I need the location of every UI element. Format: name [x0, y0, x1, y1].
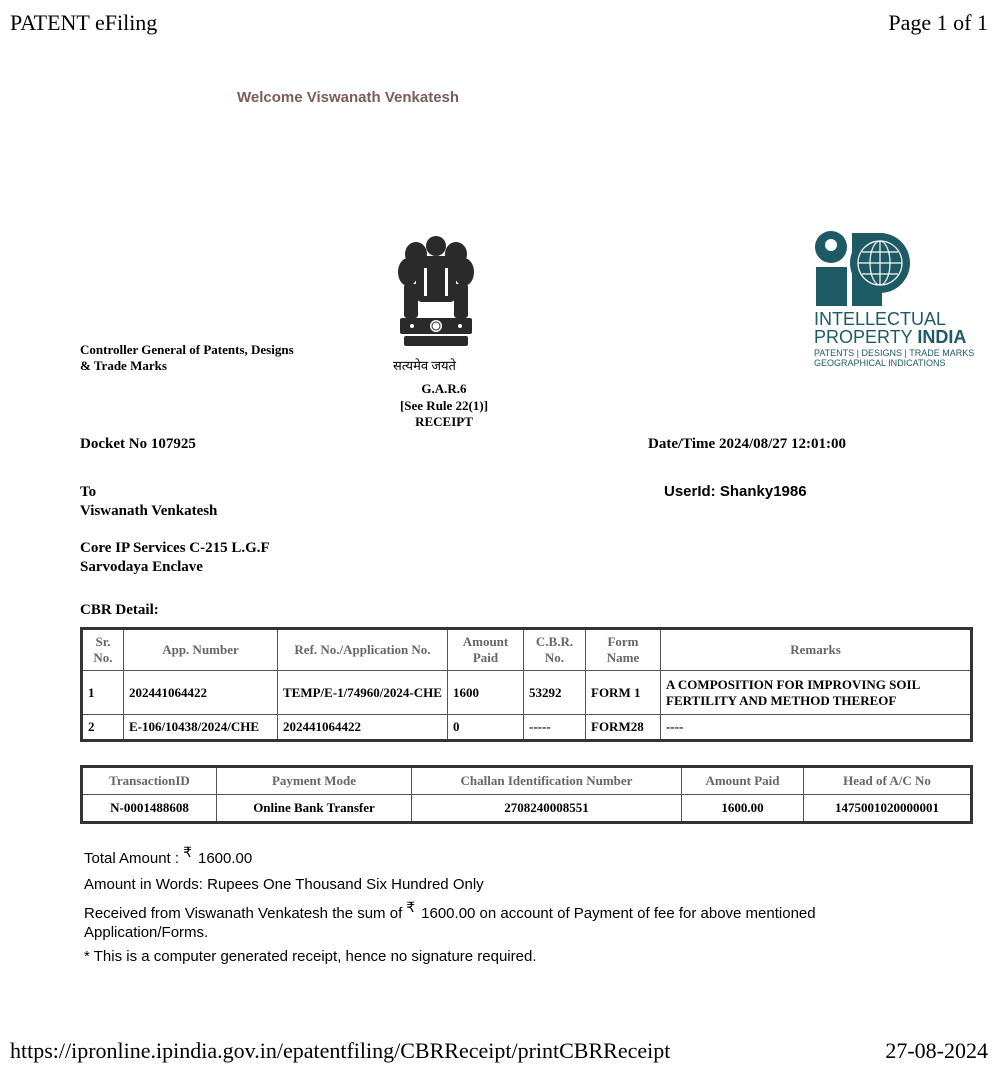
national-emblem-icon — [390, 232, 482, 352]
cell-form-name: FORM28 — [586, 715, 661, 741]
computer-generated-note: * This is a computer generated receipt, hence no signature required. — [84, 948, 537, 965]
address-line2: Sarvodaya Enclave — [80, 559, 203, 575]
table-header-row — [82, 629, 972, 671]
cell-sr-no: 1 — [82, 671, 124, 715]
table-row — [82, 671, 972, 715]
ip-india-logo-mark-icon — [814, 230, 914, 308]
amount-in-words: Amount in Words: Rupees One Thousand Six Hundred Only — [84, 876, 484, 893]
col-form-name: Form Name — [586, 629, 661, 671]
cell-app-number: E-106/10438/2024/CHE — [124, 715, 278, 741]
form-rule: [See Rule 22(1)] — [399, 397, 489, 413]
page-number: Page 1 of 1 — [888, 10, 988, 35]
receipt-datetime: Date/Time 2024/08/27 12:01:00 — [648, 436, 847, 452]
ip-india-line3: PATENTS | DESIGNS | TRADE MARKS — [814, 348, 975, 358]
col-amount-paid: Amount Paid — [448, 629, 524, 671]
docket-number: Docket No 107925 — [80, 436, 196, 452]
cell-cbr-no: 53292 — [524, 671, 586, 715]
page-url: https://ipronline.ipindia.gov.in/epatentfiling/CBRReceipt/printCBRReceipt — [10, 1038, 671, 1063]
ip-india-line1: INTELLECTUAL — [814, 309, 947, 329]
total-amount — [84, 844, 253, 867]
col-sr-no: Sr. No. — [82, 629, 124, 671]
col-amount-paid: Amount Paid — [682, 767, 804, 795]
col-cbr-no: C.B.R. No. — [524, 629, 586, 671]
received-statement — [84, 899, 914, 942]
cell-remarks: A COMPOSITION FOR IMPROVING SOIL FERTILITY AND METHOD THEREOF — [661, 671, 972, 715]
table-row — [82, 715, 972, 741]
transaction-table — [80, 765, 973, 824]
form-receipt: RECEIPT — [415, 414, 473, 429]
table-row — [82, 795, 972, 823]
received-post: 1600.00 on account of Payment of fee for above mentioned Application/Forms. — [84, 905, 816, 941]
ip-india-india: INDIA — [917, 327, 967, 347]
to-label: To — [80, 484, 97, 500]
recipient — [80, 483, 217, 521]
cell-remarks: ---- — [661, 715, 972, 741]
recipient-address — [80, 539, 270, 577]
cell-ref-no: TEMP/E-1/74960/2024-CHE — [278, 671, 448, 715]
ip-india-property: PROPERTY — [814, 327, 918, 347]
ip-india-wordmark — [814, 310, 966, 346]
form-gar: G.A.R.6 — [421, 381, 467, 396]
ip-india-logo — [814, 230, 980, 376]
user-id: UserId: Shanky1986 — [664, 483, 807, 500]
cell-ref-no: 202441064422 — [278, 715, 448, 741]
ip-india-line4: GEOGRAPHICAL INDICATIONS — [814, 358, 946, 368]
cell-amount-paid: 0 — [448, 715, 524, 741]
office-name — [80, 342, 294, 374]
col-payment-mode: Payment Mode — [217, 767, 412, 795]
emblem-motto: सत्यमेव जयते — [393, 358, 456, 373]
col-challan-number: Challan Identification Number — [412, 767, 682, 795]
cell-amount-paid: 1600 — [448, 671, 524, 715]
cell-form-name: FORM 1 — [586, 671, 661, 715]
cell-payment-mode: Online Bank Transfer — [217, 795, 412, 823]
print-date: 27-08-2024 — [885, 1038, 988, 1063]
office-name-line2: & Trade Marks — [80, 358, 167, 373]
cell-cbr-no: ----- — [524, 715, 586, 741]
ip-india-line2 — [814, 328, 966, 346]
office-name-line1: Controller General of Patents, Designs — [80, 342, 294, 357]
col-app-number: App. Number — [124, 629, 278, 671]
page-header-title: PATENT eFiling — [10, 10, 158, 35]
cbr-detail-table — [80, 627, 973, 742]
rupee-icon: ₹ — [183, 844, 192, 860]
cell-sr-no: 2 — [82, 715, 124, 741]
form-title — [376, 381, 512, 431]
rupee-icon: ₹ — [406, 899, 416, 915]
cell-amount-paid: 1600.00 — [682, 795, 804, 823]
ip-india-tagline — [814, 348, 974, 368]
welcome-text: Welcome Viswanath Venkatesh — [237, 89, 460, 106]
col-remarks: Remarks — [661, 629, 972, 671]
cell-challan-number: 2708240008551 — [412, 795, 682, 823]
col-head-of-ac: Head of A/C No — [804, 767, 972, 795]
total-amount-value: 1600.00 — [197, 850, 253, 867]
recipient-name: Viswanath Venkatesh — [80, 503, 218, 519]
total-amount-label: Total Amount : — [84, 850, 180, 867]
cbr-detail-title: CBR Detail: — [80, 602, 159, 618]
address-line1: Core IP Services C-215 L.G.F — [80, 540, 270, 556]
col-ref-no: Ref. No./Application No. — [278, 629, 448, 671]
received-pre: Received from Viswanath Venkatesh the sum of — [84, 905, 403, 922]
cell-transaction-id: N-0001488608 — [82, 795, 217, 823]
table-header-row — [82, 767, 972, 795]
cell-head-of-ac: 1475001020000001 — [804, 795, 972, 823]
cell-app-number: 202441064422 — [124, 671, 278, 715]
col-transaction-id: TransactionID — [82, 767, 217, 795]
